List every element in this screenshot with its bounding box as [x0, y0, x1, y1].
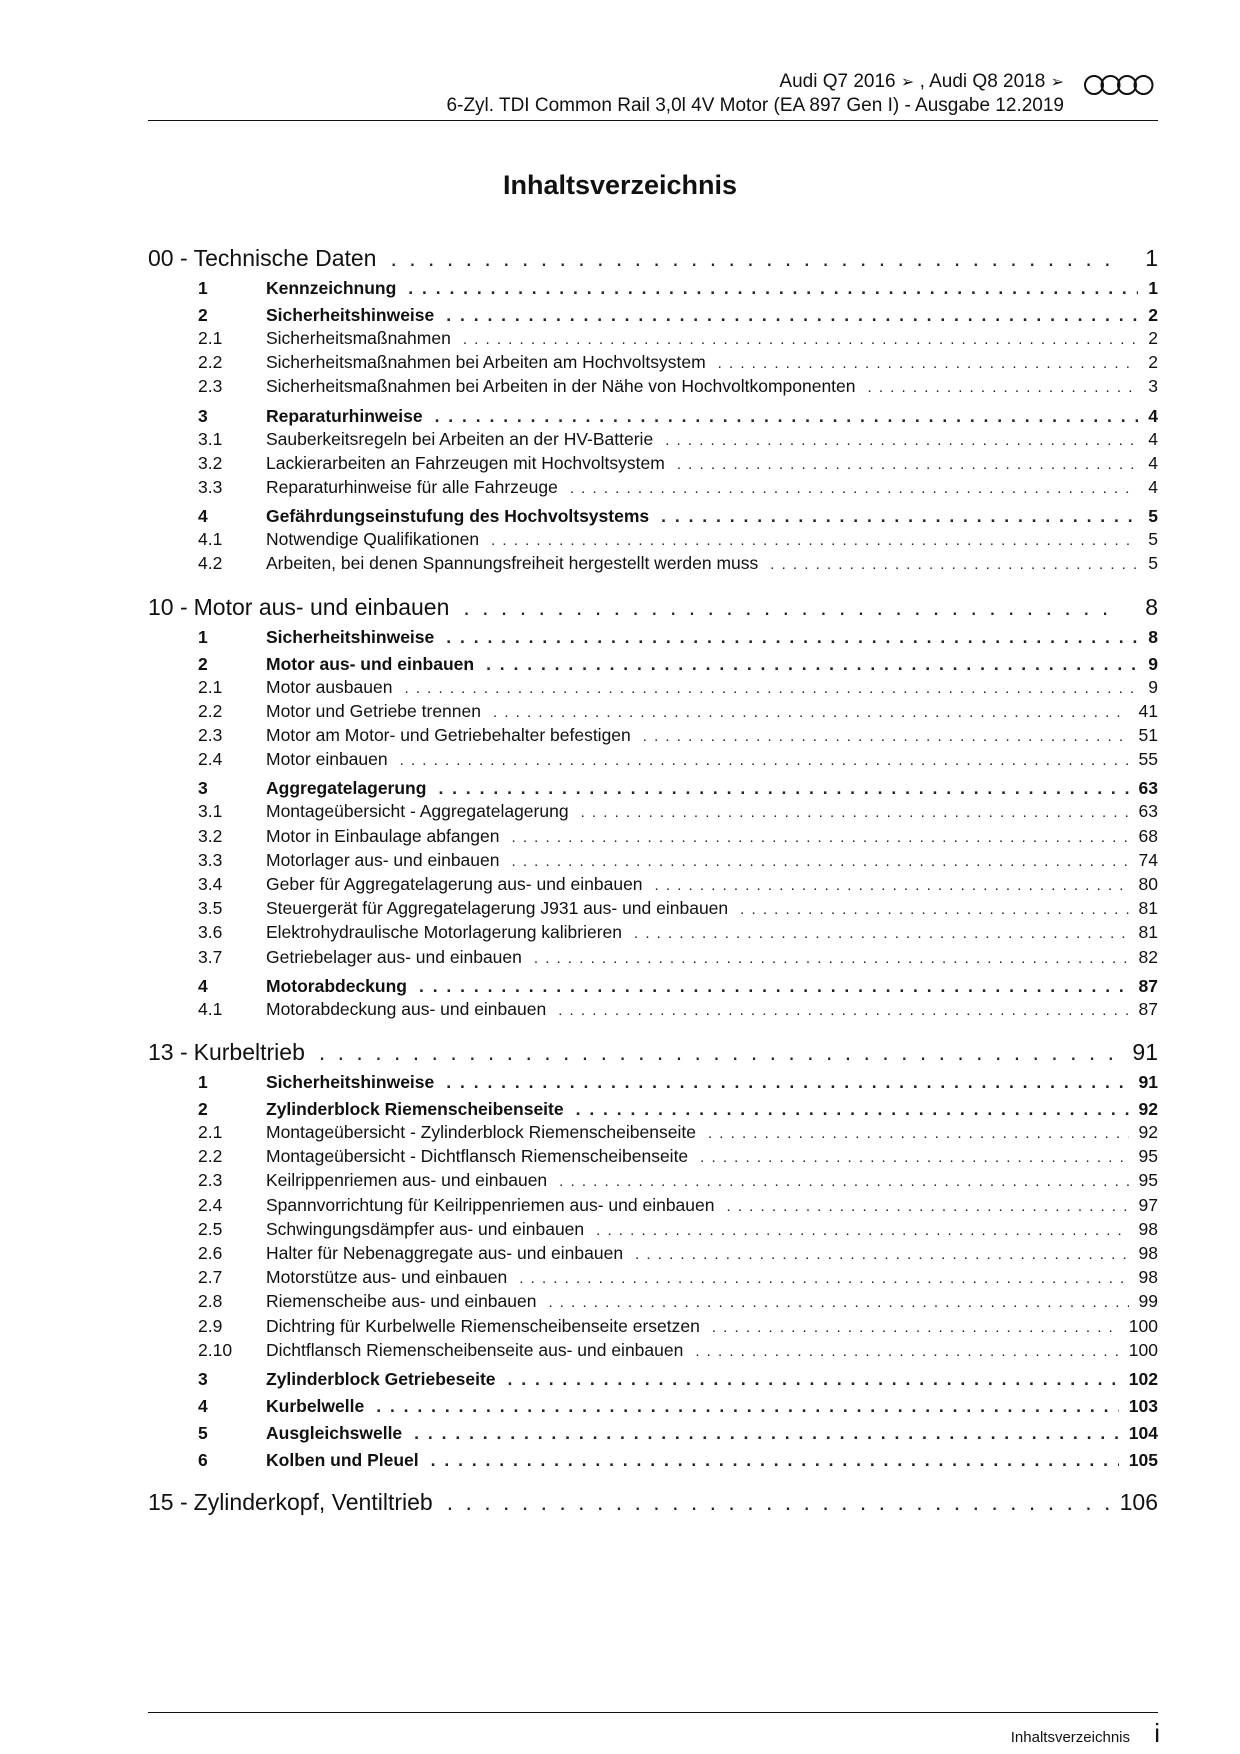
toc-dot-leader	[635, 1243, 1128, 1266]
toc-dot-leader	[447, 1488, 1110, 1516]
toc-entry-title: Lackierarbeiten an Fahrzeugen mit Hochvoltsystem	[266, 452, 665, 473]
toc-entry-number: 3	[198, 778, 208, 799]
toc-entry-page: 106	[1119, 1489, 1158, 1516]
toc-entry-number: 1	[198, 1072, 208, 1093]
toc-entry-number: 00 -	[148, 245, 188, 271]
toc-entry-number: 13 -	[148, 1039, 188, 1066]
toc-sub-row[interactable]	[148, 748, 1158, 772]
toc-entry-title: Motorstütze aus- und einbauen	[266, 1267, 508, 1288]
toc-dot-leader	[512, 826, 1129, 849]
toc-entry-number: 3.2	[198, 452, 223, 473]
toc-dot-leader	[740, 898, 1128, 921]
toc-entry-title: Reparaturhinweise	[266, 405, 423, 426]
toc-dot-leader	[463, 593, 1112, 621]
table-of-contents	[148, 240, 1158, 1519]
toc-entry-page: 98	[1138, 1243, 1158, 1264]
toc-entry-page: 100	[1128, 1339, 1158, 1360]
toc-entry-page: 55	[1138, 749, 1158, 770]
toc-dot-leader	[677, 453, 1138, 476]
toc-dot-leader	[700, 1146, 1128, 1169]
toc-section-row[interactable]	[148, 1098, 1158, 1120]
toc-dot-leader	[559, 1170, 1128, 1193]
toc-chapter-row[interactable]	[148, 1038, 1158, 1066]
toc-entry-page: 8	[1148, 626, 1158, 647]
toc-entry-page: 9	[1148, 676, 1158, 697]
footer-divider	[148, 1712, 1158, 1713]
toc-entry-page: 51	[1138, 725, 1158, 746]
toc-sub-row[interactable]	[148, 452, 1158, 476]
toc-sub-row[interactable]	[148, 1315, 1158, 1339]
toc-entry-title: Kurbeltrieb	[193, 1039, 305, 1066]
toc-dot-leader	[446, 626, 1138, 648]
toc-entry-title: Motorabdeckung	[266, 975, 407, 996]
toc-sub-row[interactable]	[148, 676, 1158, 700]
toc-dot-leader	[404, 677, 1138, 700]
toc-entry-title: Ausgleichswelle	[266, 1423, 403, 1444]
toc-entry-number: 3	[198, 405, 208, 426]
toc-sub-row[interactable]	[148, 897, 1158, 921]
toc-entry-number: 2.5	[198, 1218, 223, 1239]
toc-entry-title: Kolben und Pleuel	[266, 1450, 419, 1471]
toc-entry-page: 98	[1138, 1267, 1158, 1288]
toc-dot-leader	[661, 505, 1138, 527]
toc-sub-row[interactable]	[148, 700, 1158, 724]
toc-entry-number: 3	[198, 1369, 208, 1390]
toc-entry-page: 102	[1128, 1369, 1158, 1390]
toc-dot-leader	[634, 922, 1129, 945]
toc-entry-number: 1	[198, 278, 208, 298]
toc-entry-page: 97	[1138, 1194, 1158, 1215]
toc-dot-leader	[435, 405, 1139, 427]
page-header	[447, 70, 1064, 117]
toc-entry-number: 1	[198, 626, 208, 647]
toc-entry-title: Schwingungsdämpfer aus- und einbauen	[266, 1218, 585, 1239]
toc-entry-number: 3.1	[198, 801, 223, 822]
toc-entry-number: 4	[198, 1396, 208, 1417]
toc-entry-title: Aggregatelagerung	[266, 778, 427, 799]
toc-entry-number: 6	[198, 1450, 208, 1471]
toc-sub-row[interactable]	[148, 552, 1158, 576]
toc-entry-page: 4	[1148, 405, 1158, 426]
toc-entry-number: 2.8	[198, 1291, 223, 1312]
toc-dot-leader	[868, 376, 1139, 399]
toc-entry-page: 100	[1128, 1315, 1158, 1336]
toc-entry-number: 10 -	[148, 593, 188, 620]
toc-entry-page: 81	[1138, 922, 1158, 943]
toc-dot-leader	[726, 1195, 1128, 1218]
toc-entry-number: 2.6	[198, 1243, 223, 1264]
toc-entry-number: 4.1	[198, 529, 223, 550]
toc-section-row[interactable]	[148, 1422, 1158, 1444]
toc-entry-title: Riemenscheibe aus- und einbauen	[266, 1291, 537, 1312]
toc-dot-leader	[414, 1422, 1119, 1444]
toc-dot-leader	[596, 1219, 1128, 1242]
toc-section-row[interactable]	[148, 653, 1158, 675]
toc-entry-number: 3.4	[198, 874, 223, 895]
toc-entry-number: 3.2	[198, 825, 223, 846]
toc-entry-page: 81	[1138, 898, 1158, 919]
toc-entry-number: 2.9	[198, 1315, 223, 1336]
toc-entry-page: 91	[1138, 1072, 1158, 1093]
toc-entry-number: 2.4	[198, 749, 223, 770]
toc-entry-page: 98	[1138, 1218, 1158, 1239]
toc-dot-leader	[770, 553, 1138, 576]
toc-entry-title: Dichtring für Kurbelwelle Riemenscheibenseite ersetzen	[266, 1315, 700, 1336]
toc-entry-title: Spannvorrichtung für Keilrippenriemen aus- und einbauen	[266, 1194, 715, 1215]
toc-entry-title: Reparaturhinweise für alle Fahrzeuge	[266, 477, 558, 498]
toc-entry-title: Motor und Getriebe trennen	[266, 700, 481, 721]
toc-entry-page: 5	[1148, 553, 1158, 574]
toc-entry-title: Gefährdungseinstufung des Hochvoltsystems	[266, 506, 650, 527]
toc-entry-page: 5	[1148, 506, 1158, 527]
toc-section-row[interactable]	[148, 304, 1158, 326]
toc-dot-leader	[712, 1316, 1119, 1339]
toc-entry-title: Sicherheitshinweise	[266, 1072, 435, 1093]
toc-entry-title: Sicherheitsmaßnahmen	[266, 328, 451, 348]
toc-entry-title: Montageübersicht - Zylinderblock Riemenscheibenseite	[266, 1122, 696, 1143]
toc-entry-page: 92	[1138, 1099, 1158, 1120]
toc-sub-row[interactable]	[148, 375, 1158, 399]
toc-dot-leader	[493, 701, 1129, 724]
toc-dot-leader	[491, 529, 1138, 552]
toc-sub-row[interactable]	[148, 921, 1158, 945]
toc-sub-row[interactable]	[148, 351, 1158, 375]
toc-dot-leader	[708, 1122, 1129, 1145]
toc-entry-title: Motorlager aus- und einbauen	[266, 849, 500, 870]
toc-entry-page: 5	[1148, 529, 1158, 550]
toc-entry-page: 63	[1138, 801, 1158, 822]
toc-sub-row[interactable]	[148, 1169, 1158, 1193]
toc-entry-number: 2.1	[198, 1122, 223, 1143]
toc-entry-number: 3.5	[198, 898, 223, 919]
toc-dot-leader	[665, 429, 1138, 452]
toc-sub-row[interactable]	[148, 1218, 1158, 1242]
toc-entry-number: 4.1	[198, 998, 223, 1019]
toc-section-row[interactable]	[148, 277, 1158, 299]
toc-entry-title: Motor in Einbaulage abfangen	[266, 825, 500, 846]
toc-section-row[interactable]	[148, 975, 1158, 997]
toc-entry-title: Getriebelager aus- und einbauen	[266, 946, 522, 967]
toc-section-row[interactable]	[148, 1368, 1158, 1390]
toc-dot-leader	[519, 1267, 1128, 1290]
toc-entry-page: 3	[1148, 376, 1158, 397]
toc-sub-row[interactable]	[148, 1266, 1158, 1290]
chapter-spacer	[148, 577, 1158, 589]
toc-section-row[interactable]	[148, 1449, 1158, 1471]
toc-entry-number: 4	[198, 975, 208, 996]
toc-chapter-heading	[148, 1488, 433, 1516]
toc-entry-page: 8	[1145, 593, 1158, 620]
toc-entry-page: 91	[1132, 1039, 1158, 1066]
toc-entry-title: Notwendige Qualifikationen	[266, 529, 480, 550]
toc-dot-leader	[576, 1098, 1129, 1120]
toc-entry-number: 2.2	[198, 352, 223, 373]
toc-entry-number: 3.1	[198, 428, 223, 449]
toc-dot-leader	[534, 947, 1129, 970]
toc-entry-number: 15 -	[148, 1489, 188, 1516]
toc-entry-title: Sicherheitshinweise	[266, 305, 435, 325]
chapter-spacer	[148, 1472, 1158, 1484]
toc-sub-row[interactable]	[148, 1121, 1158, 1145]
toc-entry-page: 2	[1148, 305, 1158, 325]
toc-chapter-row[interactable]	[148, 1488, 1158, 1516]
toc-dot-leader	[446, 1071, 1128, 1093]
toc-dot-leader	[408, 277, 1138, 299]
toc-entry-page: 4	[1148, 477, 1158, 498]
chapter-spacer	[148, 1022, 1158, 1034]
header-model-q7: Audi Q7 2016	[779, 71, 896, 92]
toc-entry-page: 92	[1138, 1122, 1158, 1143]
toc-entry-number: 2	[198, 653, 208, 674]
toc-entry-number: 2.3	[198, 376, 223, 397]
toc-dot-leader	[570, 477, 1138, 500]
toc-sub-row[interactable]	[148, 1290, 1158, 1314]
toc-entry-title: Sicherheitsmaßnahmen bei Arbeiten in der Nähe von Hochvoltkomponenten	[266, 376, 856, 397]
toc-entry-page: 95	[1138, 1170, 1158, 1191]
toc-sub-row[interactable]	[148, 1145, 1158, 1169]
toc-dot-leader	[419, 975, 1129, 997]
header-divider	[148, 120, 1158, 121]
toc-entry-page: 2	[1148, 352, 1158, 373]
toc-sub-row[interactable]	[148, 849, 1158, 873]
toc-entry-title: Zylinderblock Riemenscheibenseite	[266, 1099, 564, 1120]
toc-dot-leader	[512, 850, 1129, 873]
toc-dot-leader	[486, 653, 1138, 675]
toc-entry-number: 2.3	[198, 725, 223, 746]
toc-chapter-heading	[148, 244, 376, 272]
toc-dot-leader	[463, 328, 1138, 351]
toc-section-row[interactable]	[148, 1071, 1158, 1093]
toc-entry-number: 2.10	[198, 1339, 233, 1360]
toc-sub-row[interactable]	[148, 1242, 1158, 1266]
toc-dot-leader	[400, 749, 1129, 772]
toc-chapter-heading	[148, 1038, 305, 1066]
toc-entry-title: Geber für Aggregatelagerung aus- und einbauen	[266, 874, 643, 895]
toc-dot-leader	[643, 725, 1129, 748]
toc-entry-page: 4	[1148, 428, 1158, 449]
toc-entry-title: Steuergerät für Aggregatelagerung J931 aus- und einbauen	[266, 898, 729, 919]
toc-entry-page: 1	[1145, 245, 1158, 271]
toc-sub-row[interactable]	[148, 998, 1158, 1022]
toc-entry-page: 104	[1128, 1423, 1158, 1444]
toc-sub-row[interactable]	[148, 724, 1158, 748]
toc-dot-leader	[695, 1340, 1118, 1363]
toc-sub-row[interactable]	[148, 800, 1158, 824]
toc-entry-title: Halter für Nebenaggregate aus- und einbauen	[266, 1243, 624, 1264]
toc-sub-row[interactable]	[148, 327, 1158, 351]
toc-section-row[interactable]	[148, 405, 1158, 427]
toc-sub-row[interactable]	[148, 1339, 1158, 1363]
toc-dot-leader	[581, 801, 1129, 824]
toc-entry-page: 2	[1148, 328, 1158, 348]
toc-entry-page: 68	[1138, 825, 1158, 846]
toc-entry-number: 3.3	[198, 849, 223, 870]
toc-entry-number: 3.3	[198, 477, 223, 498]
header-model-q8: , Audi Q8 2018	[919, 71, 1046, 92]
toc-entry-number: 3.6	[198, 922, 223, 943]
toc-entry-page: 9	[1148, 653, 1158, 674]
toc-section-row[interactable]	[148, 626, 1158, 648]
toc-dot-leader	[390, 244, 1112, 272]
toc-entry-number: 2.3	[198, 1170, 223, 1191]
toc-entry-title: Motor ausbauen	[266, 676, 393, 697]
toc-dot-leader	[558, 999, 1128, 1022]
toc-entry-title: Montageübersicht - Aggregatelagerung	[266, 801, 569, 822]
toc-dot-leader	[718, 352, 1139, 375]
toc-dot-leader	[655, 874, 1129, 897]
toc-entry-page: 80	[1138, 874, 1158, 895]
toc-entry-title: Kurbelwelle	[266, 1396, 365, 1417]
toc-entry-title: Arbeiten, bei denen Spannungsfreiheit hergestellt werden muss	[266, 553, 759, 574]
toc-chapter-row[interactable]	[148, 244, 1158, 272]
toc-sub-row[interactable]	[148, 476, 1158, 500]
audi-rings-logo-icon	[1083, 74, 1155, 96]
toc-entry-number: 2	[198, 1099, 208, 1120]
toc-entry-page: 99	[1138, 1291, 1158, 1312]
toc-entry-title: Technische Daten	[193, 245, 377, 271]
arrow-icon: ➢	[900, 74, 915, 91]
toc-sub-row[interactable]	[148, 825, 1158, 849]
toc-entry-title: Montageübersicht - Dichtflansch Riemenscheibenseite	[266, 1146, 689, 1167]
toc-section-row[interactable]	[148, 505, 1158, 527]
toc-entry-title: Keilrippenriemen aus- und einbauen	[266, 1170, 548, 1191]
footer-title: Inhaltsverzeichnis	[1010, 1729, 1130, 1746]
toc-entry-page: 41	[1138, 700, 1158, 721]
toc-entry-title: Motor aus- und einbauen	[266, 653, 475, 674]
toc-sub-row[interactable]	[148, 528, 1158, 552]
toc-entry-page: 87	[1138, 998, 1158, 1019]
toc-entry-title: Zylinderblock Getriebeseite	[266, 1369, 496, 1390]
toc-entry-number: 3.7	[198, 946, 223, 967]
toc-section-row[interactable]	[148, 1395, 1158, 1417]
page-title: Inhaltsverzeichnis	[502, 170, 738, 200]
toc-section-row[interactable]	[148, 777, 1158, 799]
toc-entry-title: Zylinderkopf, Ventiltrieb	[193, 1489, 433, 1516]
toc-dot-leader	[319, 1038, 1112, 1066]
toc-entry-number: 4	[198, 506, 208, 527]
toc-entry-title: Motor einbauen	[266, 749, 388, 770]
toc-dot-leader	[446, 304, 1138, 326]
toc-sub-row[interactable]	[148, 1194, 1158, 1218]
toc-sub-row[interactable]	[148, 428, 1158, 452]
arrow-icon: ➢	[1050, 74, 1064, 91]
toc-entry-number: 2.4	[198, 1194, 223, 1215]
toc-dot-leader	[548, 1291, 1128, 1314]
toc-entry-number: 2.2	[198, 700, 223, 721]
header-engine-line: 6-Zyl. TDI Common Rail 3,0l 4V Motor (EA 897 Gen I) - Ausgabe 12.2019	[446, 95, 1064, 116]
toc-dot-leader	[438, 777, 1128, 799]
toc-dot-leader	[431, 1449, 1119, 1471]
toc-entry-number: 4.2	[198, 553, 223, 574]
toc-dot-leader	[376, 1395, 1119, 1417]
toc-entry-title: Sicherheitshinweise	[266, 626, 435, 647]
toc-chapter-heading	[148, 593, 449, 621]
toc-chapter-row[interactable]	[148, 593, 1158, 621]
footer-page-number: i	[1154, 1718, 1160, 1748]
toc-sub-row[interactable]	[148, 873, 1158, 897]
toc-dot-leader	[508, 1368, 1119, 1390]
toc-entry-page: 63	[1138, 778, 1158, 799]
toc-entry-title: Sauberkeitsregeln bei Arbeiten an der HV-Batterie	[266, 428, 654, 449]
toc-entry-number: 2.1	[198, 328, 223, 348]
toc-entry-page: 105	[1128, 1450, 1158, 1471]
toc-entry-page: 74	[1138, 849, 1158, 870]
toc-entry-title: Sicherheitsmaßnahmen bei Arbeiten am Hochvoltsystem	[266, 352, 706, 373]
toc-sub-row[interactable]	[148, 946, 1158, 970]
toc-entry-title: Dichtflansch Riemenscheibenseite aus- und einbauen	[266, 1339, 684, 1360]
toc-entry-title: Motor am Motor- und Getriebehalter befestigen	[266, 725, 631, 746]
toc-entry-page: 95	[1138, 1146, 1158, 1167]
toc-entry-title: Elektrohydraulische Motorlagerung kalibrieren	[266, 922, 623, 943]
toc-entry-page: 103	[1128, 1396, 1158, 1417]
toc-entry-title: Motorabdeckung aus- und einbauen	[266, 998, 547, 1019]
toc-entry-number: 2.2	[198, 1146, 223, 1167]
toc-entry-number: 5	[198, 1423, 208, 1444]
toc-entry-number: 2	[198, 305, 208, 325]
toc-entry-page: 4	[1148, 452, 1158, 473]
toc-entry-title: Motor aus- und einbauen	[193, 593, 450, 620]
header-model-line	[447, 70, 1064, 94]
toc-entry-page: 1	[1148, 278, 1158, 298]
toc-entry-number: 2.1	[198, 676, 223, 697]
toc-entry-page: 82	[1138, 946, 1158, 967]
toc-entry-page: 87	[1138, 975, 1158, 996]
toc-entry-number: 2.7	[198, 1267, 223, 1288]
toc-entry-title: Kennzeichnung	[266, 278, 397, 298]
